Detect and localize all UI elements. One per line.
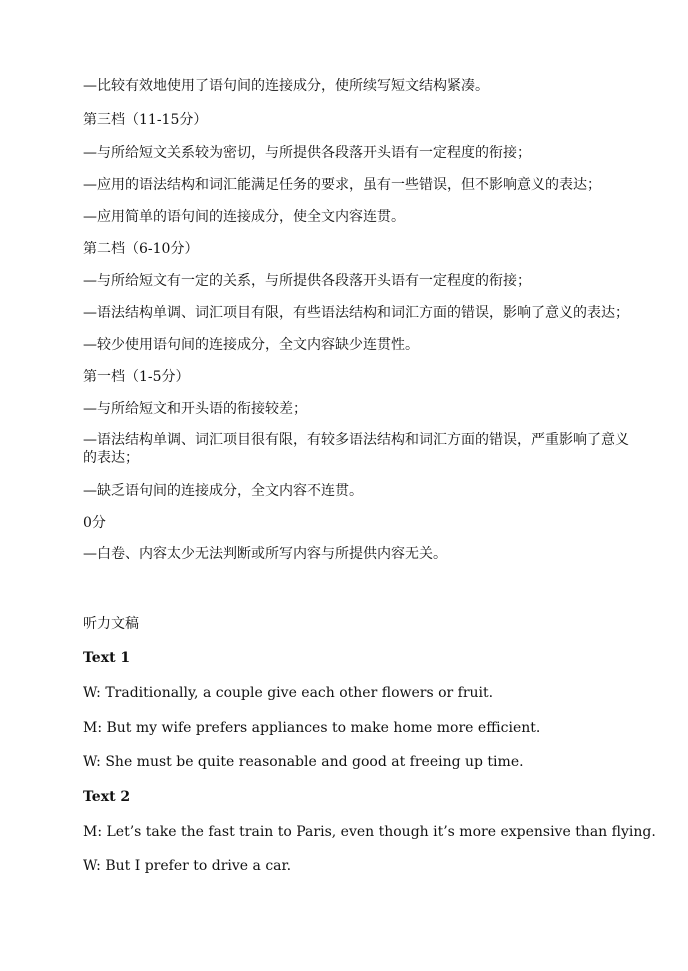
transcript-heading: 听力文稿	[83, 616, 139, 632]
tier-3-title: 第三档（11-15分）	[83, 112, 208, 128]
tier-0-title: 0分	[83, 515, 106, 531]
rubric-line: —白卷、内容太少无法判断或所写内容与所提供内容无关。	[83, 546, 447, 562]
dialogue-line: W: Traditionally, a couple give each other flowers or fruit.	[83, 685, 494, 701]
rubric-line: —较少使用语句间的连接成分，全文内容缺少连贯性。	[83, 337, 419, 353]
dialogue-line: M: Let’s take the fast train to Paris, even though it’s more expensive than flying.	[83, 824, 656, 840]
rubric-line: —语法结构单调、词汇项目很有限，有较多语法结构和词汇方面的错误，严重影响了意义的表达；	[83, 432, 629, 466]
rubric-line: —语法结构单调、词汇项目有限，有些语法结构和词汇方面的错误，影响了意义的表达；	[83, 305, 629, 321]
tier-1-title: 第一档（1-5分）	[83, 369, 190, 385]
dialogue-line: W: But I prefer to drive a car.	[83, 858, 292, 874]
rubric-line: —应用的语法结构和词汇能满足任务的要求，虽有一些错误，但不影响意义的表达；	[83, 177, 601, 193]
rubric-line: —缺乏语句间的连接成分，全文内容不连贯。	[83, 483, 363, 499]
rubric-line: —与所给短文有一定的关系，与所提供各段落开头语有一定程度的衔接；	[83, 273, 531, 289]
dialogue-line: W: She must be quite reasonable and good at freeing up time.	[83, 754, 524, 770]
rubric-line: —与所给短文关系较为密切，与所提供各段落开头语有一定程度的衔接；	[83, 145, 531, 161]
text-2-title: Text 2	[83, 789, 131, 805]
rubric-line: —比较有效地使用了语句间的连接成分，使所续写短文结构紧凑。	[83, 78, 489, 94]
rubric-line: —与所给短文和开头语的衔接较差；	[83, 401, 307, 417]
text-1-title: Text 1	[83, 650, 131, 666]
rubric-line: —应用简单的语句间的连接成分，使全文内容连贯。	[83, 209, 405, 225]
dialogue-line: M: But my wife prefers appliances to make home more efficient.	[83, 720, 541, 736]
tier-2-title: 第二档（6-10分）	[83, 241, 199, 257]
